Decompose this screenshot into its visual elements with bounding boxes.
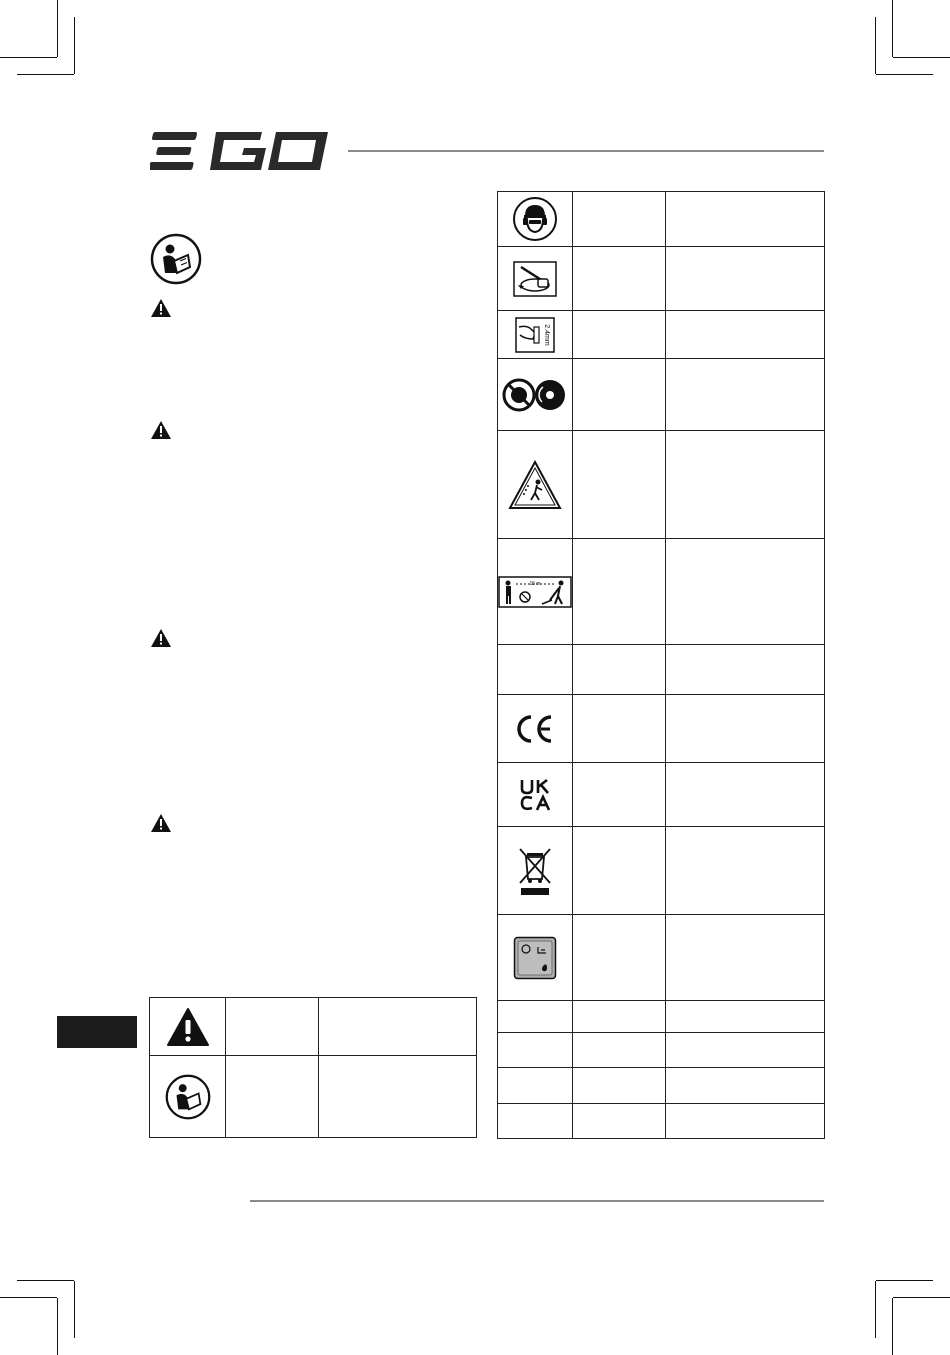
symbol-meaning bbox=[666, 539, 825, 645]
no-metal-blades-icon bbox=[498, 359, 573, 431]
symbol-cell bbox=[498, 1068, 573, 1104]
warning-triangle-icon bbox=[150, 998, 226, 1056]
symbol-name bbox=[573, 247, 666, 311]
symbol-cell bbox=[498, 1104, 573, 1139]
symbol-meaning bbox=[666, 431, 825, 539]
table-row bbox=[498, 192, 825, 247]
crop-mark bbox=[0, 57, 57, 58]
symbol-name bbox=[573, 359, 666, 431]
crop-mark bbox=[876, 1280, 933, 1281]
table-row bbox=[498, 1068, 825, 1104]
symbol-meaning bbox=[666, 359, 825, 431]
language-tab bbox=[57, 1016, 137, 1048]
symbol-name bbox=[573, 1068, 666, 1104]
symbol-name bbox=[573, 915, 666, 1001]
table-row bbox=[498, 695, 825, 763]
small-symbol-table bbox=[149, 997, 477, 1138]
symbol-meaning bbox=[666, 827, 825, 915]
crop-mark bbox=[74, 1281, 75, 1338]
read-manual-icon bbox=[150, 233, 202, 285]
warning-triangle-icon bbox=[150, 420, 172, 440]
thrown-objects-icon bbox=[498, 431, 573, 539]
symbol-name bbox=[573, 763, 666, 827]
symbol-meaning bbox=[319, 1056, 477, 1138]
warning-triangle-icon bbox=[150, 813, 172, 833]
symbol-meaning bbox=[666, 1001, 825, 1033]
line-diameter-label: 2.4mm bbox=[543, 323, 550, 346]
symbol-cell bbox=[498, 645, 573, 695]
crop-mark bbox=[893, 1297, 950, 1298]
symbol-meaning bbox=[666, 763, 825, 827]
table-row bbox=[498, 1104, 825, 1139]
ukca-mark-icon bbox=[498, 763, 573, 827]
symbol-meaning bbox=[666, 915, 825, 1001]
table-row bbox=[498, 1033, 825, 1068]
ce-mark-icon bbox=[498, 695, 573, 763]
header-rule bbox=[348, 150, 824, 152]
crop-mark bbox=[57, 0, 58, 57]
table-row bbox=[498, 1001, 825, 1033]
crop-mark bbox=[876, 74, 933, 75]
table-row bbox=[498, 763, 825, 827]
crop-mark bbox=[74, 17, 75, 74]
symbol-meaning bbox=[319, 998, 477, 1056]
symbol-meaning bbox=[666, 1033, 825, 1068]
crop-mark bbox=[17, 74, 74, 75]
read-manual-icon bbox=[150, 1056, 226, 1138]
line-diameter-icon bbox=[498, 311, 573, 359]
symbol-name bbox=[226, 998, 319, 1056]
head-eye-protection-icon bbox=[498, 192, 573, 247]
symbol-name bbox=[573, 645, 666, 695]
footer-rule bbox=[250, 1200, 824, 1202]
crop-mark bbox=[17, 1280, 74, 1281]
table-row bbox=[498, 431, 825, 539]
table-row bbox=[498, 359, 825, 431]
keep-distance-icon bbox=[498, 539, 573, 645]
crop-mark bbox=[57, 1298, 58, 1355]
distance-label: 15 m bbox=[529, 580, 541, 587]
table-row bbox=[150, 1056, 477, 1138]
warning-triangle-icon bbox=[150, 298, 172, 318]
symbol-meaning bbox=[666, 247, 825, 311]
symbol-table bbox=[497, 191, 825, 1139]
table-row bbox=[498, 827, 825, 915]
symbol-cell bbox=[498, 1001, 573, 1033]
rotation-direction-icon bbox=[498, 247, 573, 311]
symbol-name bbox=[573, 431, 666, 539]
symbol-name bbox=[573, 311, 666, 359]
warning-triangle-icon bbox=[150, 628, 172, 648]
table-row bbox=[498, 915, 825, 1001]
table-row bbox=[498, 247, 825, 311]
symbol-name bbox=[573, 539, 666, 645]
symbol-meaning bbox=[666, 645, 825, 695]
symbol-meaning bbox=[666, 1068, 825, 1104]
table-row bbox=[498, 539, 825, 645]
symbol-name bbox=[573, 192, 666, 247]
symbol-name bbox=[573, 1033, 666, 1068]
symbol-name bbox=[573, 1001, 666, 1033]
symbol-name bbox=[573, 695, 666, 763]
crop-mark bbox=[0, 1297, 57, 1298]
crop-mark bbox=[892, 1298, 893, 1355]
noise-label-icon bbox=[498, 915, 573, 1001]
crop-mark bbox=[875, 17, 876, 74]
crop-mark bbox=[893, 57, 950, 58]
symbol-name bbox=[573, 827, 666, 915]
ego-logo bbox=[150, 130, 332, 172]
weee-bin-icon bbox=[498, 827, 573, 915]
symbol-meaning bbox=[666, 192, 825, 247]
symbol-name bbox=[226, 1056, 319, 1138]
table-row bbox=[150, 998, 477, 1056]
table-row bbox=[498, 645, 825, 695]
crop-mark bbox=[892, 0, 893, 57]
symbol-meaning bbox=[666, 695, 825, 763]
symbol-name bbox=[573, 1104, 666, 1139]
symbol-meaning bbox=[666, 311, 825, 359]
table-row bbox=[498, 311, 825, 359]
symbol-cell bbox=[498, 1033, 573, 1068]
crop-mark bbox=[875, 1281, 876, 1338]
symbol-meaning bbox=[666, 1104, 825, 1139]
